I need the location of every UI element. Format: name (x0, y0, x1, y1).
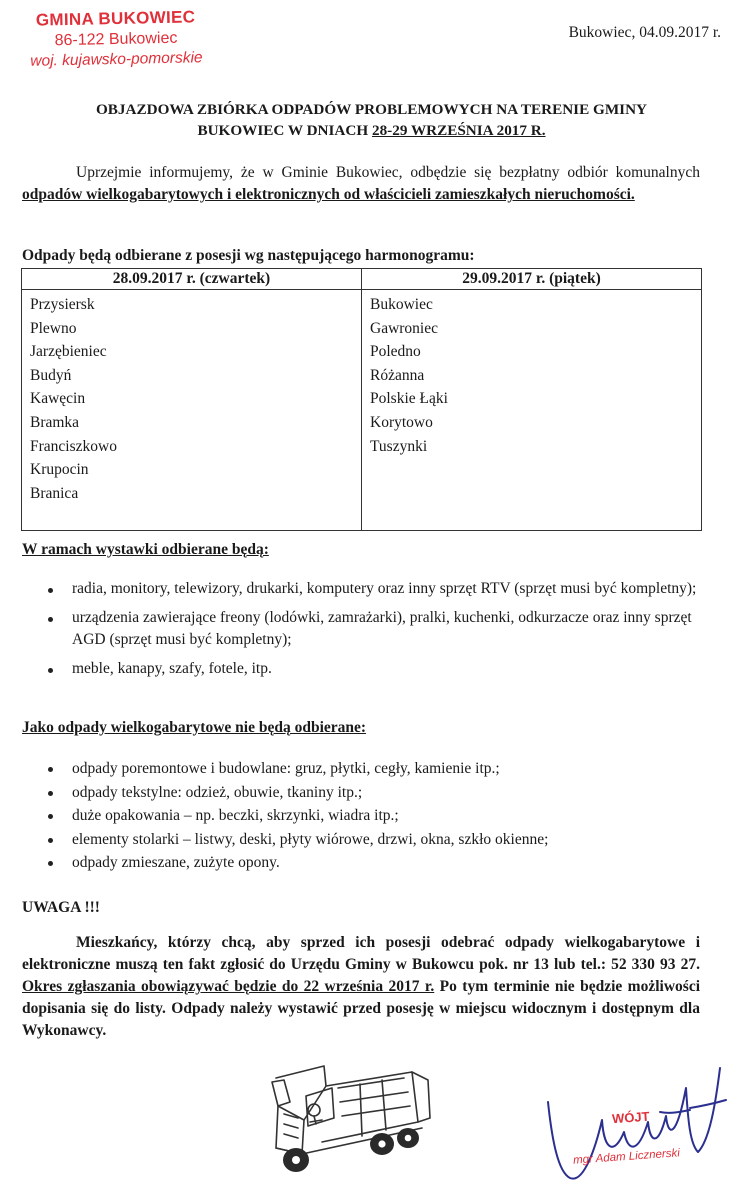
list-item-text: meble, kanapy, szafy, fotele, itp. (72, 660, 272, 677)
notice-text: Mieszkańcy, którzy chcą, aby sprzed ich posesji odebrać odpady wielkogabarytowe i elektroniczne muszą ten fakt zgłosić do Urzędu Gminy w Bukowcu pok. nr 13 lub tel.: 52 330 93 27. (22, 934, 700, 973)
place-item: Przysiersk (30, 296, 95, 313)
list-item (46, 658, 701, 680)
list-item-text: duże opakowania – np. beczki, skrzynki, wiadra itp.; (72, 807, 399, 824)
notice-text-end: Po tym terminie nie będzie możliwości dopisania się do listy. Odpady należy wystawić przed posesję w miejscu widocznym i dostępnym dla Wykonawcy. (22, 978, 701, 1039)
place-item: Krupocin (30, 461, 89, 479)
place-item: Polskie Łąki (370, 390, 448, 408)
list-item-text: odpady tekstylne: odzież, obuwie, tkaniny itp.; (72, 783, 363, 801)
title-line-1: OBJAZDOWA ZBIÓRKA ODPADÓW PROBLEMOWYCH NA TERENIE GMINY (95, 101, 648, 118)
municipality-stamp (15, 6, 216, 72)
list-item (46, 851, 701, 875)
place-date: Bukowiec, 04.09.2017 r. (568, 24, 721, 41)
title-dates: 28-29 WRZEŚNIA 2017 R. (371, 122, 546, 139)
place-item: Kawęcin (30, 390, 86, 408)
place-item: Poledno (370, 343, 421, 361)
place-item: Korytowo (370, 413, 433, 431)
schedule-column-day-2 (362, 290, 702, 531)
bullet-icon (48, 668, 53, 673)
accepted-list (46, 578, 701, 680)
document-title (20, 99, 723, 141)
garbage-truck-icon (262, 1058, 442, 1188)
signature-icon (540, 1060, 740, 1200)
schedule-column-day-1 (22, 290, 362, 531)
signature-title: WÓJT (611, 1108, 651, 1127)
stamp-line-2: 86-122 Bukowiec (54, 29, 178, 50)
intro-paragraph (22, 162, 700, 206)
not-accepted-list (46, 757, 701, 875)
bullet-icon (48, 838, 53, 843)
title-line-2 (20, 120, 723, 141)
place-item: Różanna (370, 366, 425, 384)
bullet-icon (48, 588, 53, 593)
list-item-text: odpady zmieszane, zużyte opony. (72, 854, 280, 871)
title-line-2-text: BUKOWIEC W DNIACH (197, 122, 372, 139)
stamp-line-3: woj. kujawsko-pomorskie (30, 49, 203, 70)
notice-heading: UWAGA !!! (22, 899, 100, 916)
notice-paragraph (22, 932, 700, 1042)
bullet-icon (48, 791, 53, 796)
list-item (46, 804, 701, 828)
bullet-icon (48, 767, 53, 772)
place-item: Gawroniec (370, 319, 438, 337)
stamp-line-1: GMINA BUKOWIEC (35, 7, 196, 30)
schedule-heading: Odpady będą odbierane z posesji wg następującego harmonogramu: (22, 247, 475, 264)
place-item: Jarzębieniec (30, 343, 107, 361)
bullet-icon (48, 861, 53, 866)
notice-deadline: Okres zgłaszania obowiązywać będzie do 22 września 2017 r. (22, 978, 435, 995)
not-accepted-heading: Jako odpady wielkogabarytowe nie będą odbierane: (22, 719, 367, 736)
schedule-table (21, 268, 702, 531)
list-item (46, 578, 701, 600)
accepted-heading: W ramach wystawki odbierane będą: (22, 541, 269, 558)
schedule-header-day-1: 28.09.2017 r. (czwartek) (22, 269, 362, 290)
list-item-text: elementy stolarki – listwy, deski, płyty wiórowe, drzwi, okna, szkło okienne; (72, 830, 549, 848)
intro-emphasis: odpadów wielkogabarytowych i elektronicznych od właścicieli zamieszkałych nieruchomości. (22, 186, 635, 203)
signature-name: mgr Adam Licznerski (572, 1147, 681, 1167)
list-item (46, 607, 701, 651)
list-item-text: odpady poremontowe i budowlane: gruz, płytki, cegły, kamienie itp.; (72, 760, 500, 777)
list-item (46, 757, 701, 781)
schedule-header-day-2: 29.09.2017 r. (piątek) (362, 269, 702, 290)
list-item-text: urządzenia zawierające freony (lodówki, zamrażarki), pralki, kuchenki, odkurzacze oraz inny sprzęt AGD (sprzęt musi być kompletny); (72, 609, 692, 648)
place-item: Bramka (30, 413, 80, 431)
place-item: Branica (30, 484, 79, 502)
list-item (46, 828, 701, 852)
place-item: Budyń (30, 366, 72, 384)
place-item: Plewno (30, 319, 77, 337)
list-item-text: radia, monitory, telewizory, drukarki, komputery oraz inny sprzęt RTV (sprzęt musi być kompletny); (72, 580, 697, 597)
place-item: Tuszynki (370, 437, 428, 455)
intro-text: Uprzejmie informujemy, że w Gminie Bukowiec, odbędzie się bezpłatny odbiór komunalnych (76, 164, 700, 181)
bullet-icon (48, 617, 53, 622)
place-item: Bukowiec (370, 296, 433, 313)
list-item (46, 781, 701, 805)
place-item: Franciszkowo (30, 437, 117, 455)
bullet-icon (48, 814, 53, 819)
